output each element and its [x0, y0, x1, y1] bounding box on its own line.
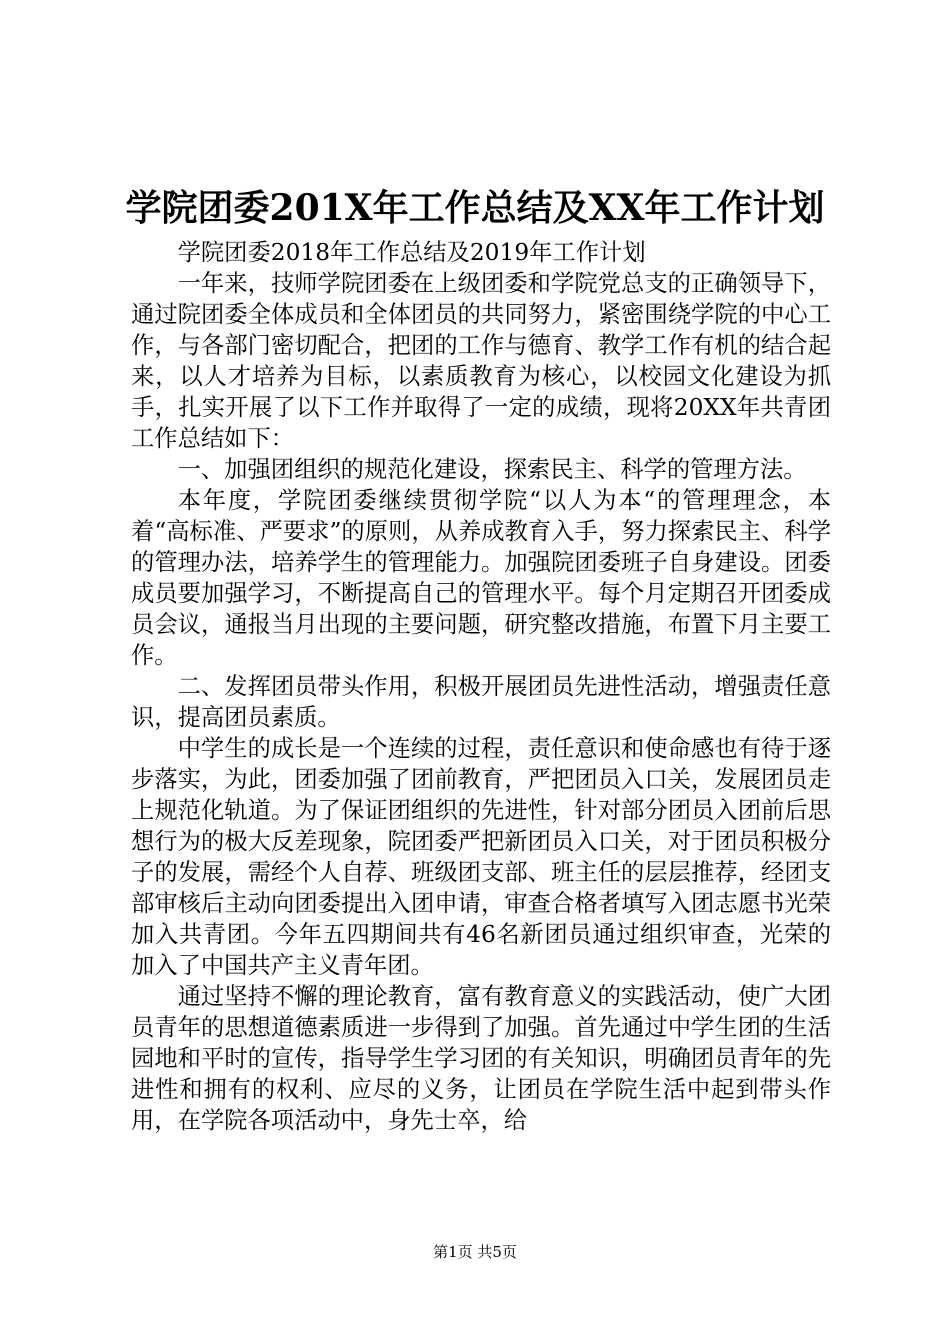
paragraph-section-2a: 中学生的成长是一个连续的过程，责任意识和使命感也有待于逐步落实，为此，团委加强了团前教育，严把团员入口关，发展团员走上规范化轨道。为了保证团组织的先进性，针对部分团员入团前后思想行为的极大反差现象，院团委严把新团员入口关，对于团员积极分子的发展，需经个人自荐、班级团支部、班主任的层层推荐，经团支部审核后主动向团委提出入团申请，审查合格者填写入团志愿书光荣加入共青团。今年五四期间共有46名新团员通过组织审查，光荣的加入了中国共产主义青年团。	[131, 735, 831, 979]
page-number-footer: 第1页 共5页	[433, 1243, 517, 1261]
paragraph-section-2b: 通过坚持不懈的理论教育，富有教育意义的实践活动，使广大团员青年的思想道德素质进一步得到了加强。首先通过中学生团的生活园地和平时的宣传，指导学生学习团的有关知识，明确团员青年的先进性和拥有的权利、应尽的义务，让团员在学院生活中起到带头作用，在学院各项活动中，身先士卒，给	[131, 983, 831, 1134]
document-body	[131, 237, 831, 1136]
paragraph-section-1: 本年度，学院团委继续贯彻学院“以人为本“的管理理念，本着“高标准、严要求”的原则，从养成教育入手，努力探索民主、科学的管理办法，培养学生的管理能力。加强院团委班子自身建设。团委成员要加强学习，不断提高自己的管理水平。每个月定期召开团委成员会议，通报当月出现的主要问题，研究整改措施，布置下月主要工作。	[131, 487, 831, 669]
paragraph-intro: 一年来，技师学院团委在上级团委和学院党总支的正确领导下，通过院团委全体成员和全体团员的共同努力，紧密围绕学院的中心工作，与各部门密切配合，把团的工作与德育、教学工作有机的结合起来，以人才培养为目标，以素质教育为核心，以校园文化建设为抓手，扎实开展了以下工作并取得了一定的成绩，现将20XX年共青团工作总结如下：	[131, 270, 831, 452]
paragraph-subtitle: 学院团委2018年工作总结及2019年工作计划	[177, 239, 646, 266]
section-heading-2: 二、发挥团员带头作用，积极开展团员先进性活动，增强责任意识，提高团员素质。	[131, 673, 831, 731]
document-title: 学院团委201X年工作总结及XX年工作计划	[125, 187, 825, 229]
section-heading-1: 一、加强团组织的规范化建设，探索民主、科学的管理方法。	[177, 456, 807, 483]
